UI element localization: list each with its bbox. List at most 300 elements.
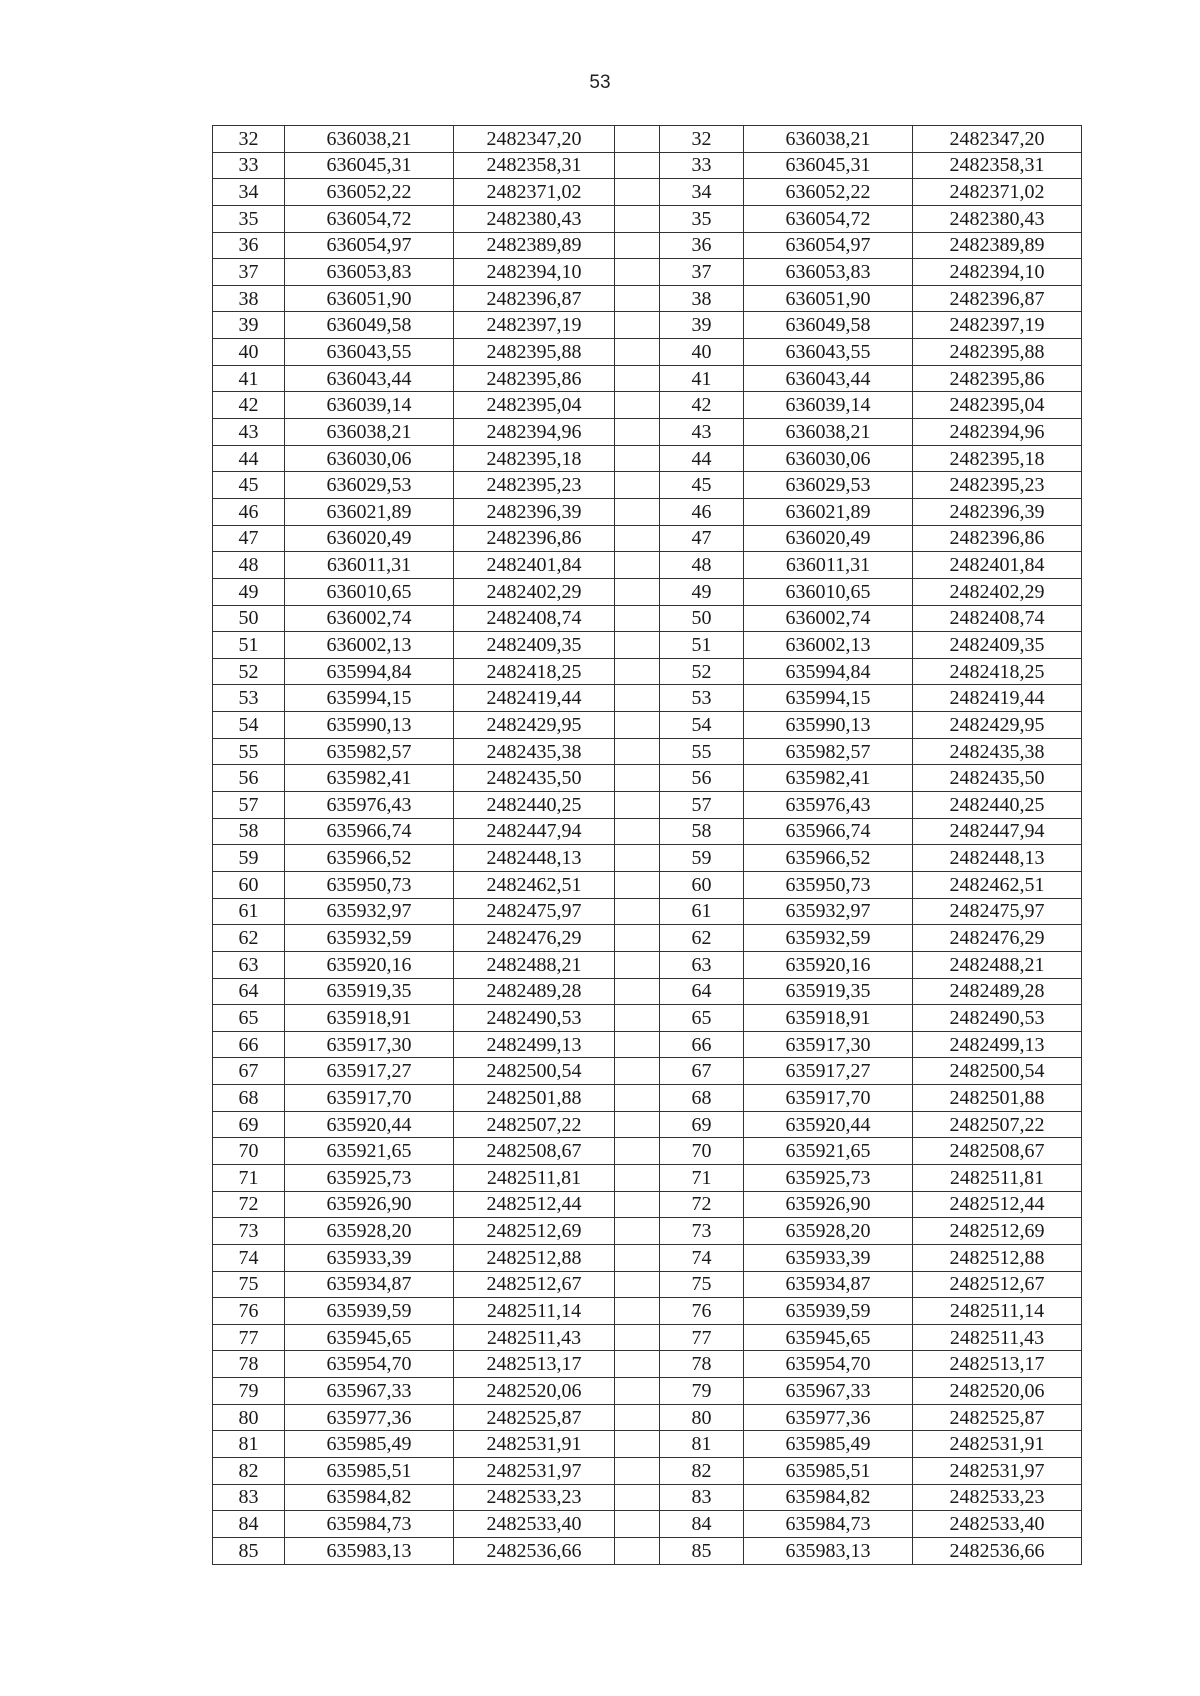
y-coordinate-cell: 2482402,29 — [454, 578, 615, 605]
x-coordinate-cell: 635933,39 — [744, 1244, 913, 1271]
spacer-cell — [615, 179, 660, 206]
x-coordinate-cell: 635926,90 — [744, 1191, 913, 1218]
y-coordinate-cell: 2482448,13 — [454, 845, 615, 872]
spacer-cell — [615, 339, 660, 366]
point-number-cell: 52 — [660, 658, 744, 685]
table-row — [213, 1298, 1082, 1325]
point-number-cell: 73 — [660, 1218, 744, 1245]
y-coordinate-cell: 2482533,40 — [454, 1511, 615, 1538]
y-coordinate-cell: 2482418,25 — [913, 658, 1082, 685]
table-row — [213, 1111, 1082, 1138]
spacer-cell — [615, 578, 660, 605]
y-coordinate-cell: 2482511,81 — [454, 1164, 615, 1191]
y-coordinate-cell: 2482476,29 — [454, 925, 615, 952]
x-coordinate-cell: 635932,59 — [285, 925, 454, 952]
x-coordinate-cell: 636038,21 — [744, 419, 913, 446]
table-row — [213, 1324, 1082, 1351]
y-coordinate-cell: 2482501,88 — [454, 1085, 615, 1112]
x-coordinate-cell: 636054,97 — [285, 232, 454, 259]
table-row — [213, 818, 1082, 845]
x-coordinate-cell: 635990,13 — [285, 712, 454, 739]
x-coordinate-cell: 636043,44 — [744, 365, 913, 392]
table-row — [213, 871, 1082, 898]
y-coordinate-cell: 2482512,69 — [913, 1218, 1082, 1245]
y-coordinate-cell: 2482396,39 — [454, 498, 615, 525]
point-number-cell: 44 — [213, 445, 285, 472]
x-coordinate-cell: 635954,70 — [744, 1351, 913, 1378]
point-number-cell: 40 — [213, 339, 285, 366]
point-number-cell: 45 — [660, 472, 744, 499]
point-number-cell: 65 — [213, 1005, 285, 1032]
point-number-cell: 79 — [213, 1378, 285, 1405]
spacer-cell — [615, 1351, 660, 1378]
x-coordinate-cell: 635985,49 — [744, 1431, 913, 1458]
y-coordinate-cell: 2482508,67 — [913, 1138, 1082, 1165]
y-coordinate-cell: 2482531,91 — [913, 1431, 1082, 1458]
y-coordinate-cell: 2482397,19 — [454, 312, 615, 339]
spacer-cell — [615, 712, 660, 739]
spacer-cell — [615, 472, 660, 499]
point-number-cell: 40 — [660, 339, 744, 366]
point-number-cell: 67 — [213, 1058, 285, 1085]
y-coordinate-cell: 2482512,69 — [454, 1218, 615, 1245]
table-row — [213, 498, 1082, 525]
y-coordinate-cell: 2482402,29 — [913, 578, 1082, 605]
table-row — [213, 1537, 1082, 1564]
x-coordinate-cell: 636052,22 — [744, 179, 913, 206]
point-number-cell: 56 — [213, 765, 285, 792]
y-coordinate-cell: 2482409,35 — [454, 632, 615, 659]
y-coordinate-cell: 2482512,88 — [913, 1244, 1082, 1271]
y-coordinate-cell: 2482435,38 — [454, 738, 615, 765]
spacer-cell — [615, 1378, 660, 1405]
x-coordinate-cell: 635917,30 — [285, 1031, 454, 1058]
point-number-cell: 62 — [213, 925, 285, 952]
point-number-cell: 42 — [660, 392, 744, 419]
point-number-cell: 46 — [660, 498, 744, 525]
point-number-cell: 76 — [213, 1298, 285, 1325]
y-coordinate-cell: 2482475,97 — [913, 898, 1082, 925]
x-coordinate-cell: 635920,16 — [285, 951, 454, 978]
point-number-cell: 85 — [213, 1537, 285, 1564]
x-coordinate-cell: 635966,74 — [744, 818, 913, 845]
x-coordinate-cell: 635966,52 — [285, 845, 454, 872]
spacer-cell — [615, 126, 660, 153]
point-number-cell: 82 — [660, 1458, 744, 1485]
y-coordinate-cell: 2482401,84 — [913, 552, 1082, 579]
spacer-cell — [615, 1458, 660, 1485]
point-number-cell: 76 — [660, 1298, 744, 1325]
y-coordinate-cell: 2482447,94 — [913, 818, 1082, 845]
x-coordinate-cell: 636011,31 — [285, 552, 454, 579]
point-number-cell: 39 — [213, 312, 285, 339]
x-coordinate-cell: 636029,53 — [285, 472, 454, 499]
y-coordinate-cell: 2482490,53 — [454, 1005, 615, 1032]
point-number-cell: 53 — [660, 685, 744, 712]
x-coordinate-cell: 636002,74 — [744, 605, 913, 632]
x-coordinate-cell: 635928,20 — [744, 1218, 913, 1245]
point-number-cell: 44 — [660, 445, 744, 472]
y-coordinate-cell: 2482395,23 — [454, 472, 615, 499]
spacer-cell — [615, 498, 660, 525]
x-coordinate-cell: 635921,65 — [285, 1138, 454, 1165]
x-coordinate-cell: 636021,89 — [285, 498, 454, 525]
y-coordinate-cell: 2482429,95 — [454, 712, 615, 739]
y-coordinate-cell: 2482511,81 — [913, 1164, 1082, 1191]
x-coordinate-cell: 635939,59 — [285, 1298, 454, 1325]
x-coordinate-cell: 636049,58 — [285, 312, 454, 339]
point-number-cell: 61 — [660, 898, 744, 925]
spacer-cell — [615, 738, 660, 765]
y-coordinate-cell: 2482536,66 — [454, 1537, 615, 1564]
y-coordinate-cell: 2482389,89 — [913, 232, 1082, 259]
point-number-cell: 63 — [660, 951, 744, 978]
point-number-cell: 53 — [213, 685, 285, 712]
table-row — [213, 1218, 1082, 1245]
spacer-cell — [615, 1404, 660, 1431]
x-coordinate-cell: 636053,83 — [285, 259, 454, 286]
point-number-cell: 48 — [660, 552, 744, 579]
x-coordinate-cell: 635950,73 — [285, 871, 454, 898]
table-row — [213, 712, 1082, 739]
spacer-cell — [615, 1005, 660, 1032]
point-number-cell: 85 — [660, 1537, 744, 1564]
spacer-cell — [615, 285, 660, 312]
spacer-cell — [615, 232, 660, 259]
y-coordinate-cell: 2482397,19 — [913, 312, 1082, 339]
point-number-cell: 70 — [213, 1138, 285, 1165]
x-coordinate-cell: 636043,55 — [285, 339, 454, 366]
spacer-cell — [615, 445, 660, 472]
point-number-cell: 47 — [213, 525, 285, 552]
point-number-cell: 34 — [660, 179, 744, 206]
point-number-cell: 60 — [213, 871, 285, 898]
spacer-cell — [615, 845, 660, 872]
page-number: 53 — [589, 72, 611, 93]
table-row — [213, 898, 1082, 925]
table-row — [213, 472, 1082, 499]
spacer-cell — [615, 978, 660, 1005]
x-coordinate-cell: 636020,49 — [744, 525, 913, 552]
point-number-cell: 61 — [213, 898, 285, 925]
spacer-cell — [615, 632, 660, 659]
x-coordinate-cell: 636043,44 — [285, 365, 454, 392]
y-coordinate-cell: 2482512,44 — [913, 1191, 1082, 1218]
spacer-cell — [615, 658, 660, 685]
x-coordinate-cell: 635982,41 — [285, 765, 454, 792]
y-coordinate-cell: 2482396,86 — [913, 525, 1082, 552]
x-coordinate-cell: 636030,06 — [744, 445, 913, 472]
table-row — [213, 1271, 1082, 1298]
table-row — [213, 1244, 1082, 1271]
spacer-cell — [615, 1511, 660, 1538]
x-coordinate-cell: 635982,57 — [285, 738, 454, 765]
point-number-cell: 80 — [660, 1404, 744, 1431]
point-number-cell: 52 — [213, 658, 285, 685]
y-coordinate-cell: 2482490,53 — [913, 1005, 1082, 1032]
y-coordinate-cell: 2482488,21 — [454, 951, 615, 978]
x-coordinate-cell: 635917,30 — [744, 1031, 913, 1058]
point-number-cell: 58 — [213, 818, 285, 845]
spacer-cell — [615, 1164, 660, 1191]
y-coordinate-cell: 2482440,25 — [913, 792, 1082, 819]
point-number-cell: 47 — [660, 525, 744, 552]
y-coordinate-cell: 2482435,50 — [454, 765, 615, 792]
point-number-cell: 82 — [213, 1458, 285, 1485]
y-coordinate-cell: 2482371,02 — [454, 179, 615, 206]
point-number-cell: 77 — [213, 1324, 285, 1351]
y-coordinate-cell: 2482489,28 — [913, 978, 1082, 1005]
table-row — [213, 205, 1082, 232]
point-number-cell: 84 — [213, 1511, 285, 1538]
y-coordinate-cell: 2482520,06 — [913, 1378, 1082, 1405]
point-number-cell: 35 — [213, 205, 285, 232]
x-coordinate-cell: 635918,91 — [285, 1005, 454, 1032]
point-number-cell: 67 — [660, 1058, 744, 1085]
x-coordinate-cell: 635977,36 — [744, 1404, 913, 1431]
x-coordinate-cell: 636052,22 — [285, 179, 454, 206]
x-coordinate-cell: 635919,35 — [744, 978, 913, 1005]
point-number-cell: 58 — [660, 818, 744, 845]
y-coordinate-cell: 2482401,84 — [454, 552, 615, 579]
x-coordinate-cell: 636054,72 — [285, 205, 454, 232]
point-number-cell: 75 — [213, 1271, 285, 1298]
y-coordinate-cell: 2482395,88 — [454, 339, 615, 366]
x-coordinate-cell: 636020,49 — [285, 525, 454, 552]
y-coordinate-cell: 2482395,88 — [913, 339, 1082, 366]
x-coordinate-cell: 635994,15 — [285, 685, 454, 712]
table-row — [213, 658, 1082, 685]
point-number-cell: 50 — [660, 605, 744, 632]
x-coordinate-cell: 636030,06 — [285, 445, 454, 472]
table-row — [213, 1484, 1082, 1511]
point-number-cell: 73 — [213, 1218, 285, 1245]
point-number-cell: 69 — [660, 1111, 744, 1138]
y-coordinate-cell: 2482499,13 — [913, 1031, 1082, 1058]
point-number-cell: 69 — [213, 1111, 285, 1138]
point-number-cell: 54 — [213, 712, 285, 739]
table-row — [213, 845, 1082, 872]
point-number-cell: 83 — [660, 1484, 744, 1511]
spacer-cell — [615, 925, 660, 952]
point-number-cell: 45 — [213, 472, 285, 499]
table-row — [213, 285, 1082, 312]
x-coordinate-cell: 635917,27 — [285, 1058, 454, 1085]
y-coordinate-cell: 2482531,97 — [454, 1458, 615, 1485]
y-coordinate-cell: 2482475,97 — [454, 898, 615, 925]
y-coordinate-cell: 2482507,22 — [454, 1111, 615, 1138]
point-number-cell: 83 — [213, 1484, 285, 1511]
table-row — [213, 1458, 1082, 1485]
y-coordinate-cell: 2482396,87 — [913, 285, 1082, 312]
point-number-cell: 51 — [213, 632, 285, 659]
y-coordinate-cell: 2482371,02 — [913, 179, 1082, 206]
point-number-cell: 33 — [213, 152, 285, 179]
y-coordinate-cell: 2482418,25 — [454, 658, 615, 685]
table-row — [213, 1085, 1082, 1112]
x-coordinate-cell: 635917,27 — [744, 1058, 913, 1085]
x-coordinate-cell: 635990,13 — [744, 712, 913, 739]
y-coordinate-cell: 2482389,89 — [454, 232, 615, 259]
y-coordinate-cell: 2482511,14 — [913, 1298, 1082, 1325]
table-row — [213, 685, 1082, 712]
point-number-cell: 77 — [660, 1324, 744, 1351]
x-coordinate-cell: 636053,83 — [744, 259, 913, 286]
x-coordinate-cell: 635932,59 — [744, 925, 913, 952]
point-number-cell: 57 — [213, 792, 285, 819]
x-coordinate-cell: 636002,74 — [285, 605, 454, 632]
y-coordinate-cell: 2482395,86 — [913, 365, 1082, 392]
x-coordinate-cell: 635982,57 — [744, 738, 913, 765]
x-coordinate-cell: 635954,70 — [285, 1351, 454, 1378]
x-coordinate-cell: 635932,97 — [285, 898, 454, 925]
x-coordinate-cell: 635967,33 — [285, 1378, 454, 1405]
y-coordinate-cell: 2482435,38 — [913, 738, 1082, 765]
x-coordinate-cell: 635984,73 — [744, 1511, 913, 1538]
table-row — [213, 1378, 1082, 1405]
y-coordinate-cell: 2482512,88 — [454, 1244, 615, 1271]
point-number-cell: 71 — [213, 1164, 285, 1191]
y-coordinate-cell: 2482396,87 — [454, 285, 615, 312]
y-coordinate-cell: 2482513,17 — [913, 1351, 1082, 1378]
point-number-cell: 55 — [213, 738, 285, 765]
x-coordinate-cell: 636002,13 — [744, 632, 913, 659]
point-number-cell: 64 — [660, 978, 744, 1005]
point-number-cell: 42 — [213, 392, 285, 419]
table-row — [213, 951, 1082, 978]
spacer-cell — [615, 792, 660, 819]
table-row — [213, 232, 1082, 259]
table-row — [213, 1005, 1082, 1032]
point-number-cell: 35 — [660, 205, 744, 232]
x-coordinate-cell: 635920,16 — [744, 951, 913, 978]
y-coordinate-cell: 2482395,18 — [913, 445, 1082, 472]
x-coordinate-cell: 635918,91 — [744, 1005, 913, 1032]
x-coordinate-cell: 635977,36 — [285, 1404, 454, 1431]
point-number-cell: 51 — [660, 632, 744, 659]
spacer-cell — [615, 1537, 660, 1564]
y-coordinate-cell: 2482408,74 — [454, 605, 615, 632]
spacer-cell — [615, 525, 660, 552]
spacer-cell — [615, 1271, 660, 1298]
point-number-cell: 59 — [660, 845, 744, 872]
x-coordinate-cell: 635945,65 — [285, 1324, 454, 1351]
y-coordinate-cell: 2482499,13 — [454, 1031, 615, 1058]
y-coordinate-cell: 2482347,20 — [454, 126, 615, 153]
point-number-cell: 65 — [660, 1005, 744, 1032]
x-coordinate-cell: 635920,44 — [285, 1111, 454, 1138]
coordinates-table-body — [213, 126, 1082, 1565]
spacer-cell — [615, 1085, 660, 1112]
point-number-cell: 80 — [213, 1404, 285, 1431]
spacer-cell — [615, 365, 660, 392]
point-number-cell: 37 — [213, 259, 285, 286]
point-number-cell: 74 — [660, 1244, 744, 1271]
point-number-cell: 48 — [213, 552, 285, 579]
x-coordinate-cell: 635925,73 — [285, 1164, 454, 1191]
x-coordinate-cell: 636038,21 — [285, 126, 454, 153]
point-number-cell: 37 — [660, 259, 744, 286]
point-number-cell: 75 — [660, 1271, 744, 1298]
y-coordinate-cell: 2482395,23 — [913, 472, 1082, 499]
table-row — [213, 312, 1082, 339]
x-coordinate-cell: 635984,73 — [285, 1511, 454, 1538]
y-coordinate-cell: 2482395,04 — [454, 392, 615, 419]
x-coordinate-cell: 636045,31 — [285, 152, 454, 179]
x-coordinate-cell: 636054,72 — [744, 205, 913, 232]
table-row — [213, 1191, 1082, 1218]
table-row — [213, 738, 1082, 765]
x-coordinate-cell: 635983,13 — [285, 1537, 454, 1564]
spacer-cell — [615, 1191, 660, 1218]
point-number-cell: 68 — [660, 1085, 744, 1112]
table-row — [213, 1431, 1082, 1458]
y-coordinate-cell: 2482533,23 — [454, 1484, 615, 1511]
x-coordinate-cell: 636049,58 — [744, 312, 913, 339]
point-number-cell: 49 — [213, 578, 285, 605]
x-coordinate-cell: 635926,90 — [285, 1191, 454, 1218]
x-coordinate-cell: 635984,82 — [285, 1484, 454, 1511]
x-coordinate-cell: 636010,65 — [744, 578, 913, 605]
x-coordinate-cell: 635917,70 — [285, 1085, 454, 1112]
spacer-cell — [615, 552, 660, 579]
y-coordinate-cell: 2482409,35 — [913, 632, 1082, 659]
point-number-cell: 66 — [660, 1031, 744, 1058]
y-coordinate-cell: 2482508,67 — [454, 1138, 615, 1165]
y-coordinate-cell: 2482394,96 — [913, 419, 1082, 446]
y-coordinate-cell: 2482448,13 — [913, 845, 1082, 872]
spacer-cell — [615, 951, 660, 978]
x-coordinate-cell: 635921,65 — [744, 1138, 913, 1165]
point-number-cell: 36 — [213, 232, 285, 259]
x-coordinate-cell: 635976,43 — [744, 792, 913, 819]
point-number-cell: 54 — [660, 712, 744, 739]
spacer-cell — [615, 1111, 660, 1138]
table-row — [213, 525, 1082, 552]
table-row — [213, 339, 1082, 366]
x-coordinate-cell: 636039,14 — [744, 392, 913, 419]
spacer-cell — [615, 1218, 660, 1245]
spacer-cell — [615, 259, 660, 286]
y-coordinate-cell: 2482511,14 — [454, 1298, 615, 1325]
spacer-cell — [615, 1431, 660, 1458]
x-coordinate-cell: 635985,51 — [744, 1458, 913, 1485]
y-coordinate-cell: 2482500,54 — [454, 1058, 615, 1085]
table-row — [213, 552, 1082, 579]
y-coordinate-cell: 2482462,51 — [454, 871, 615, 898]
y-coordinate-cell: 2482536,66 — [913, 1537, 1082, 1564]
y-coordinate-cell: 2482512,67 — [454, 1271, 615, 1298]
table-row — [213, 259, 1082, 286]
y-coordinate-cell: 2482501,88 — [913, 1085, 1082, 1112]
y-coordinate-cell: 2482511,43 — [913, 1324, 1082, 1351]
y-coordinate-cell: 2482531,97 — [913, 1458, 1082, 1485]
point-number-cell: 71 — [660, 1164, 744, 1191]
point-number-cell: 38 — [213, 285, 285, 312]
x-coordinate-cell: 635945,65 — [744, 1324, 913, 1351]
x-coordinate-cell: 635933,39 — [285, 1244, 454, 1271]
table-row — [213, 1031, 1082, 1058]
spacer-cell — [615, 1298, 660, 1325]
point-number-cell: 66 — [213, 1031, 285, 1058]
point-number-cell: 84 — [660, 1511, 744, 1538]
y-coordinate-cell: 2482435,50 — [913, 765, 1082, 792]
point-number-cell: 74 — [213, 1244, 285, 1271]
x-coordinate-cell: 635982,41 — [744, 765, 913, 792]
y-coordinate-cell: 2482408,74 — [913, 605, 1082, 632]
table-row — [213, 179, 1082, 206]
x-coordinate-cell: 635925,73 — [744, 1164, 913, 1191]
